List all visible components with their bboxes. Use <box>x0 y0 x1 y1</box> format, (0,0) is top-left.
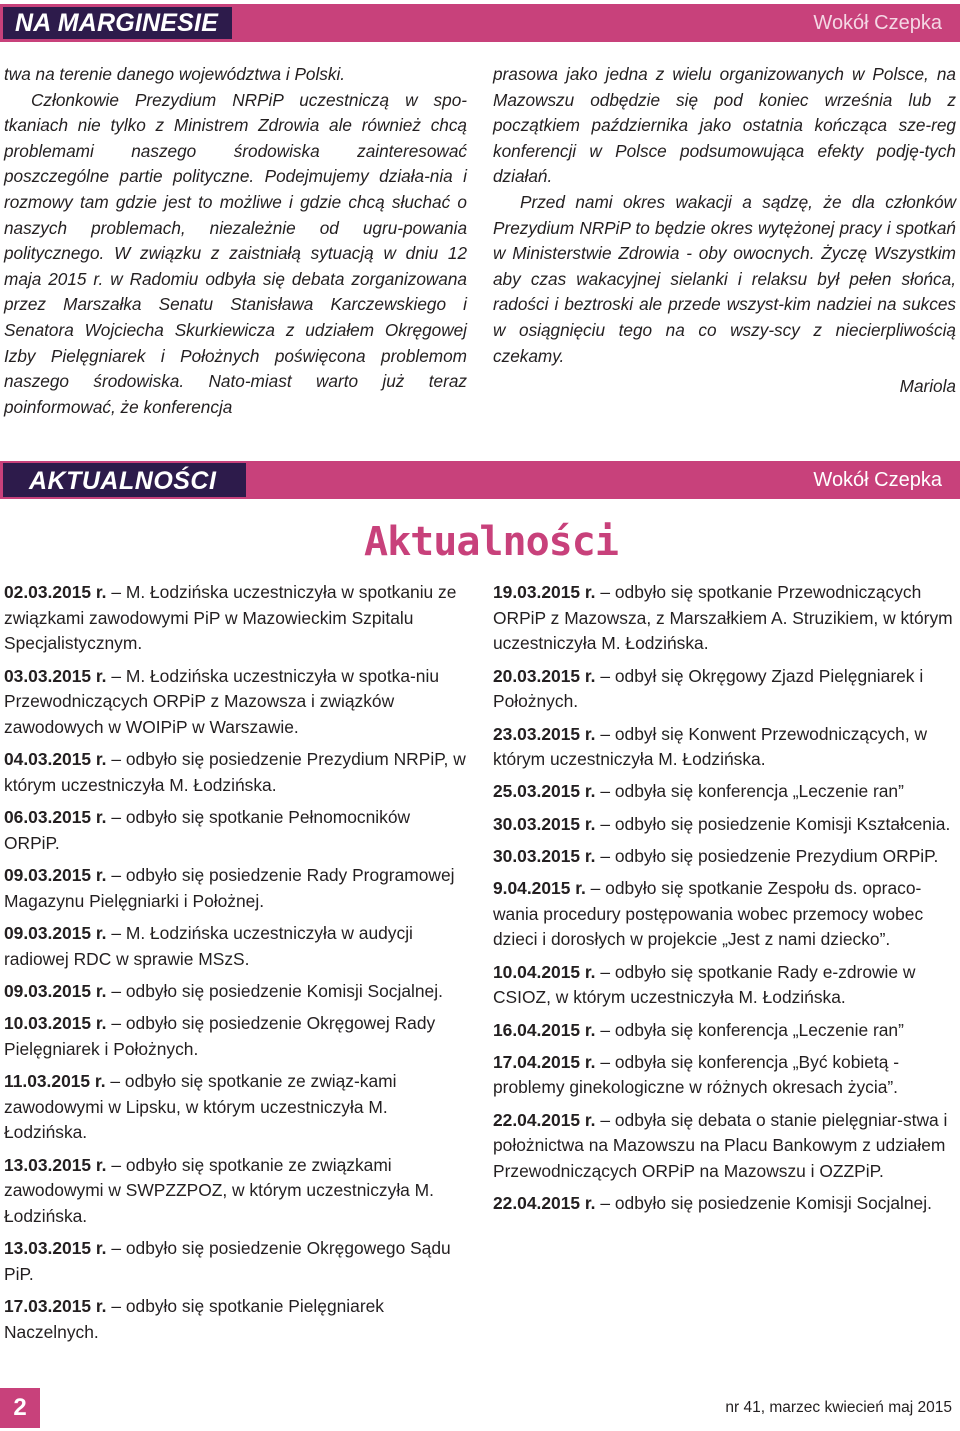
news-date: 25.03.2015 r. <box>493 781 596 802</box>
paragraph: Przed nami okres wakacji a sądzę, że dla członków Prezydium NRPiP to będzie okres wytężonej pracy i spotkań w Ministerstwie Zdrowia - oby owocnych. Życzę Wszystkim aby czas wakacyjnej sielanki i relaksu był pełen słońca, radości i beztroski ale przede wszyst-kim nadziei na sukces w osiągnięciu tego na co wszy-scy z niecierpliwością czekamy. <box>493 191 956 366</box>
news-item <box>493 1018 959 1044</box>
margin-left-column <box>4 62 467 420</box>
news-right-column <box>493 580 959 1223</box>
news-text: – odbyło się spotkanie ze związkami zawodowymi w SWPZZPOZ, w którym uczestniczyła M. Łodzińska. <box>4 1154 435 1226</box>
news-date: 10.04.2015 r. <box>493 961 596 982</box>
news-date: 22.04.2015 r. <box>493 1193 596 1214</box>
news-text: – odbyła się debata o stanie pielęgniar-stwa i położnictwa na Mazowszu na Placu Bankowym z udziałem Przewodniczących ORPiP na Mazowszu i OZZPiP. <box>493 1109 948 1182</box>
news-item <box>4 664 470 741</box>
news-text: – odbyło się posiedzenie Okręgowej Rady Pielęgniarek i Położnych. <box>4 1013 436 1059</box>
news-date: 19.03.2015 r. <box>493 582 596 602</box>
news-text: – odbyło się posiedzenie Komisji Socjalnej. <box>595 1193 932 1214</box>
news-text: – odbyło się spotkanie Przewodniczących ORPiP z Mazowsza, z Marszałkiem A. Struzikiem, w którym uczestniczyła M. Łodzińska. <box>493 582 953 654</box>
news-item <box>493 779 959 805</box>
news-item <box>493 1108 959 1185</box>
news-text: – M. Łodzińska uczestniczyła w audycji radiowej RDC w sprawie MSzS. <box>4 922 413 969</box>
news-date: 09.03.2015 r. <box>4 922 107 943</box>
news-date: 13.03.2015 r. <box>4 1238 107 1259</box>
news-date: 23.03.2015 r. <box>493 723 596 744</box>
news-date: 20.03.2015 r. <box>493 665 596 686</box>
news-date: 09.03.2015 r. <box>4 865 107 886</box>
page-number: 2 <box>0 1388 40 1428</box>
news-date: 13.03.2015 r. <box>4 1154 107 1175</box>
news-item <box>493 722 959 773</box>
news-date: 30.03.2015 r. <box>493 845 596 866</box>
news-text: – odbyło się spotkanie Pielęgniarek Naczelnych. <box>4 1296 384 1342</box>
news-date: 06.03.2015 r. <box>4 807 107 828</box>
news-date: 04.03.2015 r. <box>4 749 107 770</box>
news-item <box>4 805 470 856</box>
news-text: – odbyła się konferencja „Być kobietą - problemy ginekologiczne w różnych okresach życia”. <box>493 1051 900 1098</box>
news-item <box>4 1294 470 1345</box>
news-date: 30.03.2015 r. <box>493 813 596 834</box>
news-date: 17.04.2015 r. <box>493 1051 596 1072</box>
news-item <box>493 664 959 715</box>
news-date: 11.03.2015 r. <box>4 1070 106 1091</box>
news-date: 10.03.2015 r. <box>4 1013 107 1034</box>
news-item <box>4 979 470 1005</box>
news-item <box>4 580 470 657</box>
news-text: – M. Łodzińska uczestniczyła w spotkaniu ze związkami zawodowymi PiP w Mazowieckim Szpitalu Specjalistycznym. <box>4 582 457 654</box>
news-text: – odbyła się konferencja „Leczenie ran” <box>595 781 904 802</box>
paragraph: twa na terenie danego województwa i Polski. <box>4 64 346 84</box>
news-item <box>493 812 959 838</box>
news-date: 03.03.2015 r. <box>4 665 107 686</box>
header-subtitle: Wokół Czepka <box>813 469 942 491</box>
news-text: – odbyło się posiedzenie Okręgowego Sądu PiP. <box>4 1238 451 1284</box>
news-text: – odbyła się konferencja „Leczenie ran” <box>595 1019 904 1040</box>
news-date: 02.03.2015 r. <box>4 582 107 602</box>
section-title: AKTUALNOŚCI <box>3 463 246 497</box>
news-text: – odbyło się posiedzenie Prezydium ORPiP. <box>595 845 939 866</box>
news-text: – odbyło się posiedzenie Komisji Kształcenia. <box>595 813 951 834</box>
signature: Mariola <box>899 376 956 397</box>
news-text: – odbyło się posiedzenie Komisji Socjalnej. <box>106 980 443 1001</box>
issue-info: nr 41, marzec kwiecień maj 2015 <box>725 1399 952 1416</box>
news-item <box>4 747 470 798</box>
news-date: 9.04.2015 r. <box>493 878 586 899</box>
news-banner <box>0 461 960 499</box>
news-item <box>4 1236 470 1287</box>
news-text: – odbyło się spotkanie ze związ-kami zawodowymi w Lipsku, w którym uczestniczyła M. Łodzińska. <box>4 1070 397 1143</box>
section-title: NA MARGINESIE <box>3 7 232 39</box>
news-date: 09.03.2015 r. <box>4 980 107 1001</box>
news-text: – odbył się Okręgowy Zjazd Pielęgniarek i Położnych. <box>493 665 924 712</box>
news-text: – M. Łodzińska uczestniczyła w spotka-niu Przewodniczących ORPiP z Mazowsza i związków zawodowych w WOIPiP w Warszawie. <box>4 665 440 738</box>
news-item <box>4 921 470 972</box>
news-date: 16.04.2015 r. <box>493 1019 596 1040</box>
news-date: 22.04.2015 r. <box>493 1109 596 1130</box>
paragraph: prasowa jako jedna z wielu organizowanych w Polsce, na Mazowszu odbędzie się pod koniec września lub z początkiem października jako ostatnia kończąca sze-reg konferencji w Polsce podsumowująca efekty podję-tych działań. <box>493 64 956 187</box>
news-item <box>4 1153 470 1230</box>
header-banner <box>0 4 960 42</box>
news-text: – odbyło się spotkanie Pełnomocników ORPiP. <box>4 807 411 853</box>
news-text: – odbyło się spotkanie Zespołu ds. opraco-wania procedury postępowania wobec przemocy wobec dzieci i dorosłych w projekcie „Jest z nami dziecko”. <box>493 878 924 950</box>
news-text: – odbyło się spotkanie Rady e-zdrowie w CSIOZ, w którym uczestniczyła M. Łodzińska. <box>493 961 916 1008</box>
paragraph: Członkowie Prezydium NRPiP uczestniczą w spo-tkaniach nie tylko z Ministrem Zdrowia ale również chcą problemami naszego środowiska zainteresować poszczególne partie polityczne. Podejmujemy działa-nia i rozmowy tam gdzie jest to możliwe i gdzie chcą słuchać o naszych problemach, niezależnie od ugru-powania politycznego. W związku z zaistniałą sytuacją w dniu 12 maja 2015 r. w Radomiu odbyła się debata zorganizowana przez Marszałka Senatu Stanisława Karczewskiego i Senatora Wojciecha Skurkiewicza z udziałem Okręgowej Izby Pielęgniarek i Położnych poświęcona problemom naszego środowiska. Nato-miast warto już teraz poinformować, że konferencja <box>4 89 467 417</box>
news-text: – odbyło się posiedzenie Prezydium NRPiP, w którym uczestniczyła M. Łodzińska. <box>4 749 466 795</box>
news-text: – odbyło się posiedzenie Rady Programowej Magazynu Pielęgniarki i Położnej. <box>4 865 455 911</box>
news-item <box>4 863 470 914</box>
news-item <box>493 1050 959 1101</box>
news-item <box>493 580 959 657</box>
news-item <box>493 1191 959 1217</box>
news-text: – odbył się Konwent Przewodniczących, w którym uczestniczyła M. Łodzińska. <box>493 723 928 770</box>
news-item <box>4 1069 470 1146</box>
news-date: 17.03.2015 r. <box>4 1296 107 1317</box>
news-left-column <box>4 580 470 1352</box>
margin-right-column <box>493 62 956 400</box>
news-item <box>4 1011 470 1062</box>
header-subtitle: Wokół Czepka <box>813 12 942 34</box>
news-item <box>493 876 959 953</box>
page-title: Aktualności <box>364 519 618 565</box>
news-item <box>493 960 959 1011</box>
news-item <box>493 844 959 870</box>
